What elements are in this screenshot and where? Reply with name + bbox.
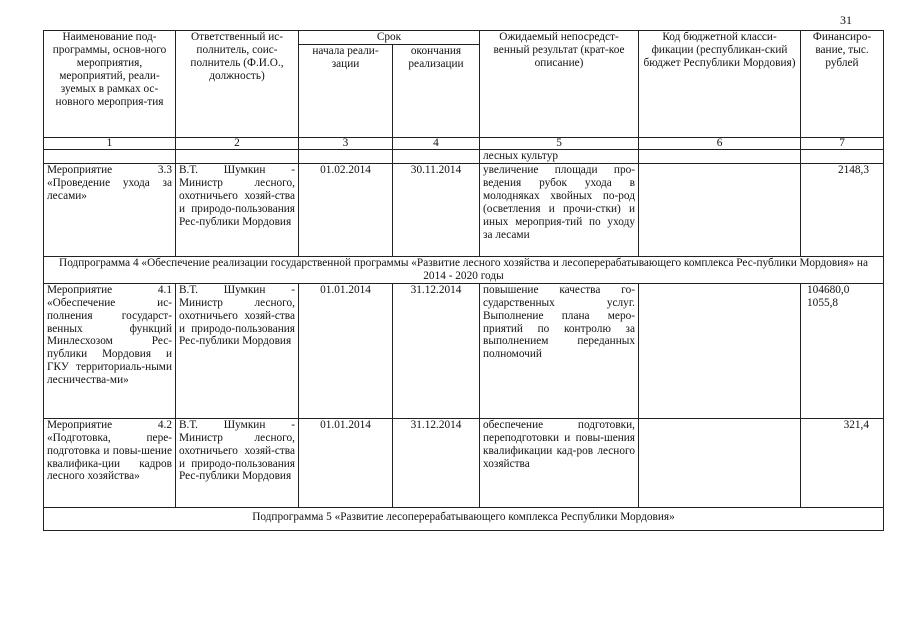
executor: В.Т. Шумкин - Министр лесного, охотничьего хозяй-ства и природо-пользования Рес-публики Мордовия xyxy=(176,164,299,257)
column-number: 5 xyxy=(480,138,639,150)
funding-value: 1055,8 xyxy=(807,296,839,309)
budget-code xyxy=(639,283,801,418)
end-date: 31.12.2014 xyxy=(393,283,480,418)
subprogram-row xyxy=(44,507,884,530)
funding xyxy=(801,283,884,418)
header-name: Наименование под-программы, основ-ного мероприятия, мероприятий, реали-зуемых в рамках ос-новного мероприя-тия xyxy=(44,31,176,138)
continuation-result: лесных культур xyxy=(480,150,639,164)
header-result: Ожидаемый непосредст-венный результат (крат-кое описание) xyxy=(480,31,639,138)
funding-value: 104680,0 xyxy=(807,283,850,296)
expected-result: обеспечение подготовки, переподготовки и повы-шения квалификации кад-ров лесного хозяйства xyxy=(480,418,639,507)
executor: В.Т. Шумкин - Министр лесного, охотничьего хозяй-ства и природо-пользования Рес-публики Мордовия xyxy=(176,418,299,507)
column-number: 2 xyxy=(176,138,299,150)
column-number: 3 xyxy=(299,138,393,150)
header-row xyxy=(44,31,884,45)
column-numbers-row xyxy=(44,138,884,150)
expected-result: повышение качества го-сударственных услуг. Выполнение плана меро-приятий по контролю за выполнением переданных полномочий xyxy=(480,283,639,418)
activity-name: Мероприятие 3.3 «Проведение ухода за лесами» xyxy=(44,164,176,257)
column-number: 6 xyxy=(639,138,801,150)
start-date: 01.01.2014 xyxy=(299,418,393,507)
end-date: 30.11.2014 xyxy=(393,164,480,257)
header-executor: Ответственный ис-полнитель, соис-полнитель (Ф.И.О., должность) xyxy=(176,31,299,138)
table-row xyxy=(44,418,884,507)
funding: 2148,3 xyxy=(801,164,884,257)
subprogram-4-title: Подпрограмма 4 «Обеспечение реализации государственной программы «Развитие лесного хозяйства и лесоперерабатывающего комплекса Рес-публики Мордовия» на 2014 - 2020 годы xyxy=(44,257,884,284)
table-row xyxy=(44,164,884,257)
budget-code xyxy=(639,164,801,257)
header-funding: Финансиро-вание, тыс. рублей xyxy=(801,31,884,138)
table-row xyxy=(44,283,884,418)
start-date: 01.02.2014 xyxy=(299,164,393,257)
subprogram-row xyxy=(44,257,884,284)
subprogram-5-title: Подпрограмма 5 «Развитие лесоперерабатывающего комплекса Республики Мордовия» xyxy=(44,507,884,530)
header-code: Код бюджетной класси-фикации (республикан-ский бюджет Республики Мордовия) xyxy=(639,31,801,138)
funding: 321,4 xyxy=(801,418,884,507)
column-number: 1 xyxy=(44,138,176,150)
header-end: окончания реализации xyxy=(393,45,480,138)
budget-code xyxy=(639,418,801,507)
header-term: Срок xyxy=(299,31,480,45)
page-number: 31 xyxy=(840,13,852,27)
program-table xyxy=(43,30,884,531)
header-start: начала реали-зации xyxy=(299,45,393,138)
executor: В.Т. Шумкин - Министр лесного, охотничьего хозяй-ства и природо-пользования Рес-публики Мордовия xyxy=(176,283,299,418)
expected-result: увеличение площади про-ведения рубок ухода в молодняках хвойных по-род (осветления и прочи-стки) и иных мероприя-тий по уходу за лесами xyxy=(480,164,639,257)
column-number: 7 xyxy=(801,138,884,150)
column-number: 4 xyxy=(393,138,480,150)
start-date: 01.01.2014 xyxy=(299,283,393,418)
activity-name: Мероприятие 4.1 «Обеспечение ис-полнения государст-венных функций Минлесхозом Рес-публики Мордовия и ГКУ территориаль-ными лесничества-ми» xyxy=(44,283,176,418)
continuation-row xyxy=(44,150,884,164)
end-date: 31.12.2014 xyxy=(393,418,480,507)
activity-name: Мероприятие 4.2 «Подготовка, пере-подготовка и повы-шение квалифика-ции кадров лесного хозяйства» xyxy=(44,418,176,507)
